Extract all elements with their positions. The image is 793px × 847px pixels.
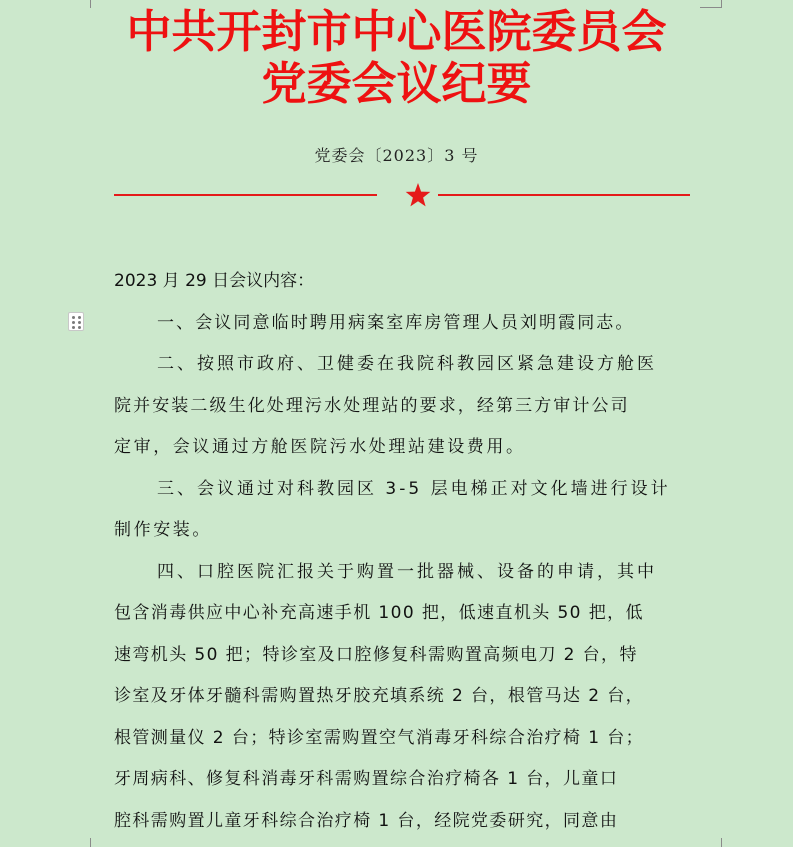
document-number: 党委会〔2023〕3 号	[314, 146, 479, 165]
paragraph-line: 速弯机头 50 把；特诊室及口腔修复科需购置高频电刀 2 台，特	[114, 645, 638, 665]
paragraph-line: 诊室及牙体牙髓科需购置热牙胶充填系统 2 台，根管马达 2 台，	[114, 686, 645, 706]
document-title-line-2: 党委会议纪要	[261, 57, 532, 110]
crop-mark-bottom-right-v	[721, 838, 722, 847]
paragraph-line: 腔科需购置儿童牙科综合治疗椅 1 台，经院党委研究，同意由	[114, 811, 619, 831]
drag-handle-icon[interactable]	[68, 312, 84, 331]
paragraph-line: 制作安装。	[114, 520, 212, 540]
document-title-line-1: 中共开封市中心医院委员会	[126, 5, 667, 58]
paragraph-line: 三、会议通过对科教园区 3-5 层电梯正对文化墙进行设计	[157, 479, 671, 499]
paragraph-line: 牙周病科、修复科消毒牙科需购置综合治疗椅各 1 台，儿童口	[114, 769, 619, 789]
meeting-date-heading: 2023 月 29 日会议内容：	[114, 271, 315, 291]
crop-mark-bottom-left-v	[90, 838, 91, 847]
paragraph-line: 四、口腔医院汇报关于购置一批器械、设备的申请，其中	[157, 562, 657, 582]
paragraph-line: 包含消毒供应中心补充高速手机 100 把，低速直机头 50 把，低	[114, 603, 644, 623]
paragraph-line: 二、按照市政府、卫健委在我院科教园区紧急建设方舱医	[157, 354, 657, 374]
paragraph-line: 院并安装二级生化处理污水处理站的要求，经第三方审计公司	[114, 396, 630, 416]
red-rule-right	[438, 194, 690, 196]
paragraph-line: 定审，会议通过方舱医院污水处理站建设费用。	[114, 437, 526, 457]
paragraph-line: 一、会议同意临时聘用病案室库房管理人员刘明霞同志。	[157, 313, 635, 333]
paragraph-line: 根管测量仪 2 台；特诊室需购置空气消毒牙科综合治疗椅 1 台；	[114, 728, 645, 748]
red-star-icon	[404, 181, 432, 209]
red-rule-left	[114, 194, 377, 196]
